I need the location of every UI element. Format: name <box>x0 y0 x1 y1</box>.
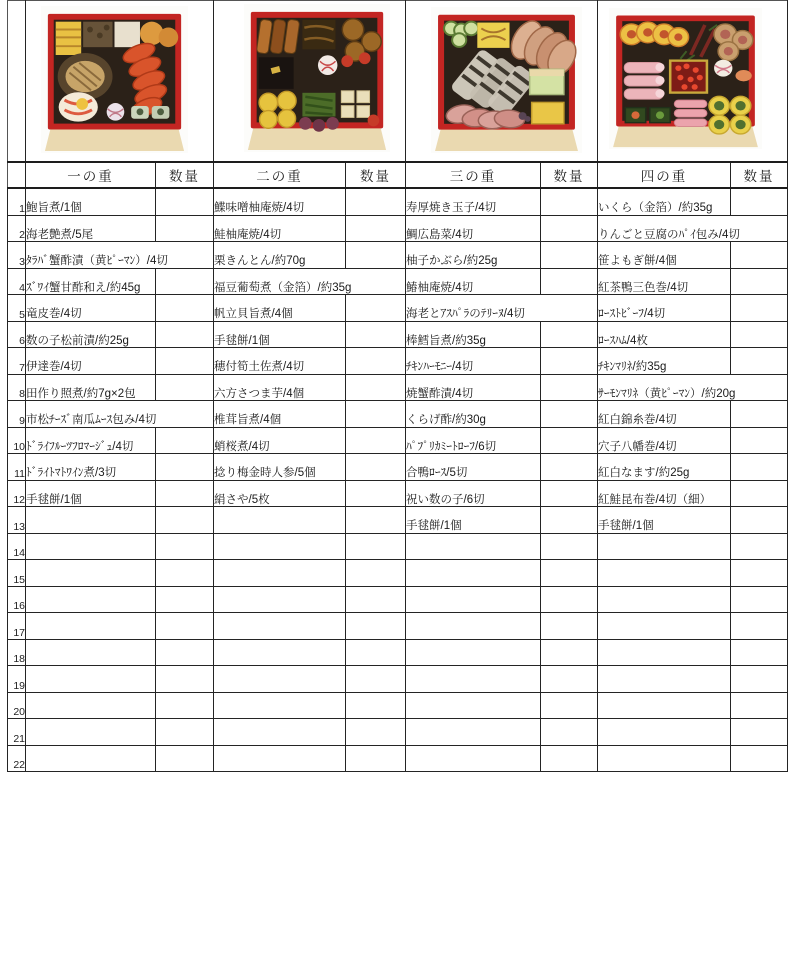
qty-cell-col3-row19 <box>541 666 598 693</box>
qty-cell-col2-row20 <box>346 692 406 719</box>
item-cell-col3-row3: 柚子かぶら/約25g <box>406 242 541 269</box>
item-cell-col2-row15 <box>214 560 346 587</box>
qty-cell-col4-row22 <box>731 745 788 772</box>
item-cell-col1-row12: 手毬餅/1個 <box>26 480 156 507</box>
row-number: 14 <box>8 533 26 560</box>
qty-cell-col4-row3 <box>731 242 788 269</box>
item-cell-col3-row22 <box>406 745 541 772</box>
table-row-1 <box>8 188 788 215</box>
item-cell-col2-row9: 椎茸旨煮/4個 <box>214 401 346 428</box>
qty-cell-col2-row19 <box>346 666 406 693</box>
qty-cell-col2-row16 <box>346 586 406 613</box>
photo-row <box>8 1 788 163</box>
qty-cell-col3-row18 <box>541 639 598 666</box>
qty-cell-col2-row7 <box>346 348 406 375</box>
qty-cell-col1-row18 <box>156 639 214 666</box>
item-cell-col4-row4: 紅茶鴨三色巻/4切 <box>598 268 731 295</box>
item-cell-col3-row8: 焼蟹酢漬/4切 <box>406 374 541 401</box>
qty-cell-col1-row20 <box>156 692 214 719</box>
item-cell-col1-row15 <box>26 560 156 587</box>
qty-cell-col1-row8 <box>156 374 214 401</box>
item-cell-col2-row20 <box>214 692 346 719</box>
qty-cell-col1-row10 <box>156 427 214 454</box>
qty-cell-col3-row9 <box>541 401 598 428</box>
item-cell-col1-row22 <box>26 745 156 772</box>
qty-cell-col4-row1 <box>731 188 788 215</box>
column-header-juu-4: 四の重 <box>598 162 731 188</box>
qty-cell-col3-row6 <box>541 321 598 348</box>
item-cell-col1-row20 <box>26 692 156 719</box>
column-header-juu-3: 三の重 <box>406 162 541 188</box>
qty-cell-col1-row21 <box>156 719 214 746</box>
table-row-12 <box>8 480 788 507</box>
qty-cell-col1-row11 <box>156 454 214 481</box>
header-number-cell <box>8 162 26 188</box>
qty-cell-col3-row16 <box>541 586 598 613</box>
table-row-9 <box>8 401 788 428</box>
item-cell-col4-row18 <box>598 639 731 666</box>
row-number: 11 <box>8 454 26 481</box>
item-cell-col1-row10: ﾄﾞﾗｲﾌﾙｰﾂﾌﾛﾏｰｼﾞｭ/4切 <box>26 427 156 454</box>
item-cell-col4-row8: ｻｰﾓﾝﾏﾘﾈ（黄ﾋﾟｰﾏﾝ）/約20g <box>598 374 788 401</box>
qty-header-2: 数量 <box>346 162 406 188</box>
qty-cell-col3-row1 <box>541 188 598 215</box>
item-cell-col4-row2: りんごと豆腐のﾊﾟｲ包み/4切 <box>598 215 788 242</box>
row-number: 9 <box>8 401 26 428</box>
item-cell-col1-row2: 海老艶煮/5尾 <box>26 215 156 242</box>
item-cell-col3-row9: くらげ酢/約30g <box>406 401 541 428</box>
qty-cell-col4-row18 <box>731 639 788 666</box>
item-cell-col4-row22 <box>598 745 731 772</box>
qty-cell-col1-row14 <box>156 533 214 560</box>
item-cell-col4-row12: 紅鮭昆布巻/4切（細） <box>598 480 731 507</box>
qty-cell-col2-row18 <box>346 639 406 666</box>
qty-cell-col2-row3 <box>346 242 406 269</box>
table-row-17 <box>8 613 788 640</box>
table-row-22 <box>8 745 788 772</box>
item-cell-col2-row1: 鰈味噌柚庵焼/4切 <box>214 188 346 215</box>
table-row-11 <box>8 454 788 481</box>
item-cell-col4-row16 <box>598 586 731 613</box>
item-cell-col1-row8: 田作り照煮/約7g×2包 <box>26 374 156 401</box>
item-cell-col3-row2: 鯛広島菜/4切 <box>406 215 541 242</box>
qty-cell-col4-row19 <box>731 666 788 693</box>
qty-cell-col1-row16 <box>156 586 214 613</box>
item-cell-col1-row7: 伊達巻/4切 <box>26 348 156 375</box>
row-number: 22 <box>8 745 26 772</box>
qty-cell-col1-row7 <box>156 348 214 375</box>
item-cell-col4-row5: ﾛｰｽﾄﾋﾞｰﾌ/4切 <box>598 295 731 322</box>
item-cell-col2-row2: 鮭柚庵焼/4切 <box>214 215 346 242</box>
item-cell-col3-row17 <box>406 613 541 640</box>
item-cell-col4-row7: ﾁｷﾝﾏﾘﾈ/約35g <box>598 348 731 375</box>
table-row-8 <box>8 374 788 401</box>
item-cell-col2-row11: 捻り梅金時人参/5個 <box>214 454 346 481</box>
qty-cell-col4-row12 <box>731 480 788 507</box>
qty-cell-col3-row15 <box>541 560 598 587</box>
qty-cell-col3-row10 <box>541 427 598 454</box>
qty-cell-col3-row2 <box>541 215 598 242</box>
qty-cell-col1-row6 <box>156 321 214 348</box>
qty-cell-col2-row9 <box>346 401 406 428</box>
item-cell-col3-row5: 海老とｱｽﾊﾟﾗのﾃﾘｰﾇ/4切 <box>406 295 598 322</box>
qty-cell-col2-row5 <box>346 295 406 322</box>
item-cell-col3-row6: 棒鱈旨煮/約35g <box>406 321 541 348</box>
row-number: 13 <box>8 507 26 534</box>
qty-cell-col1-row17 <box>156 613 214 640</box>
qty-cell-col2-row21 <box>346 719 406 746</box>
item-cell-col1-row21 <box>26 719 156 746</box>
qty-cell-col3-row12 <box>541 480 598 507</box>
item-cell-col1-row9: 市松ﾁｰｽﾞ南瓜ﾑｰｽ包み/4切 <box>26 401 214 428</box>
qty-cell-col1-row13 <box>156 507 214 534</box>
photo-cell-3 <box>406 1 598 163</box>
row-number: 1 <box>8 188 26 215</box>
item-cell-col3-row1: 寿厚焼き玉子/4切 <box>406 188 541 215</box>
item-cell-col2-row13 <box>214 507 346 534</box>
qty-cell-col4-row16 <box>731 586 788 613</box>
item-cell-col1-row11: ﾄﾞﾗｲﾄﾏﾄﾜｲﾝ煮/3切 <box>26 454 156 481</box>
table-row-10 <box>8 427 788 454</box>
qty-cell-col1-row5 <box>156 295 214 322</box>
qty-cell-col2-row10 <box>346 427 406 454</box>
item-cell-col1-row18 <box>26 639 156 666</box>
item-cell-col2-row16 <box>214 586 346 613</box>
qty-cell-col4-row9 <box>731 401 788 428</box>
row-number: 21 <box>8 719 26 746</box>
table-row-2 <box>8 215 788 242</box>
osechi-box-photo-1 <box>41 6 188 153</box>
item-cell-col2-row17 <box>214 613 346 640</box>
item-cell-col2-row21 <box>214 719 346 746</box>
qty-cell-col3-row20 <box>541 692 598 719</box>
item-cell-col3-row21 <box>406 719 541 746</box>
item-cell-col1-row14 <box>26 533 156 560</box>
table-row-18 <box>8 639 788 666</box>
qty-header-1: 数量 <box>156 162 214 188</box>
item-cell-col4-row6: ﾛｰｽﾊﾑ/4枚 <box>598 321 731 348</box>
table-row-7 <box>8 348 788 375</box>
qty-cell-col1-row15 <box>156 560 214 587</box>
qty-cell-col4-row5 <box>731 295 788 322</box>
item-cell-col3-row12: 祝い数の子/6切 <box>406 480 541 507</box>
item-cell-col1-row5: 竜皮巻/4切 <box>26 295 156 322</box>
item-cell-col4-row13: 手毬餅/1個 <box>598 507 731 534</box>
row-number: 20 <box>8 692 26 719</box>
item-cell-col4-row17 <box>598 613 731 640</box>
osechi-box-photo-3 <box>431 7 582 153</box>
qty-cell-col4-row10 <box>731 427 788 454</box>
item-cell-col1-row16 <box>26 586 156 613</box>
item-cell-col2-row14 <box>214 533 346 560</box>
item-cell-col1-row6: 数の子松前漬/約25g <box>26 321 156 348</box>
osechi-box-photo-4 <box>609 8 762 149</box>
item-cell-col1-row19 <box>26 666 156 693</box>
row-number: 2 <box>8 215 26 242</box>
table-row-13 <box>8 507 788 534</box>
qty-cell-col2-row17 <box>346 613 406 640</box>
qty-cell-col2-row22 <box>346 745 406 772</box>
qty-cell-col4-row13 <box>731 507 788 534</box>
qty-cell-col1-row4 <box>156 268 214 295</box>
item-cell-col2-row3: 栗きんとん/約70g <box>214 242 346 269</box>
item-cell-col2-row18 <box>214 639 346 666</box>
qty-cell-col1-row22 <box>156 745 214 772</box>
qty-cell-col1-row1 <box>156 188 214 215</box>
table-header-row <box>8 162 788 188</box>
row-number: 7 <box>8 348 26 375</box>
table-row-20 <box>8 692 788 719</box>
item-cell-col3-row7: ﾁｷﾝﾊｰﾓﾆｰ/4切 <box>406 348 541 375</box>
osechi-box-photo-2 <box>244 4 390 152</box>
item-cell-col1-row4: ｽﾞﾜｲ蟹甘酢和え/約45g <box>26 268 156 295</box>
item-cell-col4-row20 <box>598 692 731 719</box>
row-number: 6 <box>8 321 26 348</box>
qty-cell-col3-row13 <box>541 507 598 534</box>
item-cell-col3-row16 <box>406 586 541 613</box>
qty-cell-col3-row21 <box>541 719 598 746</box>
qty-cell-col1-row19 <box>156 666 214 693</box>
qty-cell-col2-row15 <box>346 560 406 587</box>
item-cell-col4-row3: 笹よもぎ餅/4個 <box>598 242 731 269</box>
item-cell-col3-row19 <box>406 666 541 693</box>
item-cell-col2-row5: 帆立貝旨煮/4個 <box>214 295 346 322</box>
item-cell-col2-row4: 福豆葡萄煮（金箔）/約35g <box>214 268 406 295</box>
qty-cell-col3-row11 <box>541 454 598 481</box>
item-cell-col1-row1: 鮑旨煮/1個 <box>26 188 156 215</box>
photo-cell-1 <box>26 1 214 163</box>
qty-cell-col2-row12 <box>346 480 406 507</box>
item-cell-col2-row6: 手毬餅/1個 <box>214 321 346 348</box>
qty-cell-col2-row2 <box>346 215 406 242</box>
qty-cell-col2-row13 <box>346 507 406 534</box>
item-cell-col3-row15 <box>406 560 541 587</box>
qty-cell-col2-row11 <box>346 454 406 481</box>
row-number: 5 <box>8 295 26 322</box>
qty-cell-col3-row7 <box>541 348 598 375</box>
photo-cell-2 <box>214 1 406 163</box>
table-row-6 <box>8 321 788 348</box>
table-row-21 <box>8 719 788 746</box>
row-number: 18 <box>8 639 26 666</box>
qty-cell-col3-row4 <box>541 268 598 295</box>
table-row-5 <box>8 295 788 322</box>
item-cell-col1-row13 <box>26 507 156 534</box>
table-row-19 <box>8 666 788 693</box>
qty-cell-col3-row14 <box>541 533 598 560</box>
qty-cell-col4-row11 <box>731 454 788 481</box>
photo-cell-4 <box>598 1 788 163</box>
qty-cell-col2-row14 <box>346 533 406 560</box>
row-number: 15 <box>8 560 26 587</box>
item-cell-col4-row11: 紅白なます/約25g <box>598 454 731 481</box>
qty-cell-col4-row15 <box>731 560 788 587</box>
item-cell-col4-row9: 紅白錦糸巻/4切 <box>598 401 731 428</box>
photo-row-number-cell <box>8 1 26 163</box>
row-number: 8 <box>8 374 26 401</box>
item-cell-col3-row13: 手毬餅/1個 <box>406 507 541 534</box>
column-header-juu-2: 二の重 <box>214 162 346 188</box>
table-row-4 <box>8 268 788 295</box>
qty-cell-col4-row6 <box>731 321 788 348</box>
item-cell-col4-row15 <box>598 560 731 587</box>
row-number: 3 <box>8 242 26 269</box>
qty-cell-col2-row1 <box>346 188 406 215</box>
qty-cell-col1-row12 <box>156 480 214 507</box>
row-number: 19 <box>8 666 26 693</box>
item-cell-col3-row11: 合鴨ﾛｰｽ/5切 <box>406 454 541 481</box>
item-cell-col3-row18 <box>406 639 541 666</box>
row-number: 17 <box>8 613 26 640</box>
qty-cell-col4-row4 <box>731 268 788 295</box>
item-cell-col2-row12: 絹さや/5枚 <box>214 480 346 507</box>
qty-cell-col1-row2 <box>156 215 214 242</box>
item-cell-col4-row14 <box>598 533 731 560</box>
item-cell-col2-row7: 穂付筍土佐煮/4切 <box>214 348 346 375</box>
item-cell-col4-row21 <box>598 719 731 746</box>
qty-cell-col4-row7 <box>731 348 788 375</box>
item-cell-col1-row17 <box>26 613 156 640</box>
qty-cell-col2-row8 <box>346 374 406 401</box>
table-row-16 <box>8 586 788 613</box>
table-row-15 <box>8 560 788 587</box>
item-cell-col2-row8: 六方さつま芋/4個 <box>214 374 346 401</box>
item-cell-col4-row19 <box>598 666 731 693</box>
row-number: 16 <box>8 586 26 613</box>
qty-cell-col3-row3 <box>541 242 598 269</box>
item-cell-col2-row19 <box>214 666 346 693</box>
table-row-14 <box>8 533 788 560</box>
qty-cell-col2-row6 <box>346 321 406 348</box>
qty-header-4: 数量 <box>731 162 788 188</box>
item-cell-col3-row14 <box>406 533 541 560</box>
osechi-contents-table <box>7 0 788 772</box>
item-cell-col3-row20 <box>406 692 541 719</box>
column-header-juu-1: 一の重 <box>26 162 156 188</box>
table-row-3 <box>8 242 788 269</box>
qty-cell-col3-row8 <box>541 374 598 401</box>
item-cell-col2-row22 <box>214 745 346 772</box>
qty-cell-col3-row22 <box>541 745 598 772</box>
item-cell-col1-row3: ﾀﾗﾊﾞ蟹酢漬（黄ﾋﾟｰﾏﾝ）/4切 <box>26 242 214 269</box>
qty-cell-col4-row20 <box>731 692 788 719</box>
item-cell-col2-row10: 蛸桜煮/4切 <box>214 427 346 454</box>
item-cell-col4-row10: 穴子八幡巻/4切 <box>598 427 731 454</box>
qty-cell-col4-row21 <box>731 719 788 746</box>
row-number: 12 <box>8 480 26 507</box>
item-cell-col3-row4: 鰆柚庵焼/4切 <box>406 268 541 295</box>
item-cell-col4-row1: いくら（金箔）/約35g <box>598 188 731 215</box>
qty-header-3: 数量 <box>541 162 598 188</box>
item-cell-col3-row10: ﾊﾟﾌﾟﾘｶﾐｰﾄﾛｰﾌ/6切 <box>406 427 541 454</box>
qty-cell-col4-row17 <box>731 613 788 640</box>
qty-cell-col3-row17 <box>541 613 598 640</box>
row-number: 4 <box>8 268 26 295</box>
row-number: 10 <box>8 427 26 454</box>
qty-cell-col4-row14 <box>731 533 788 560</box>
